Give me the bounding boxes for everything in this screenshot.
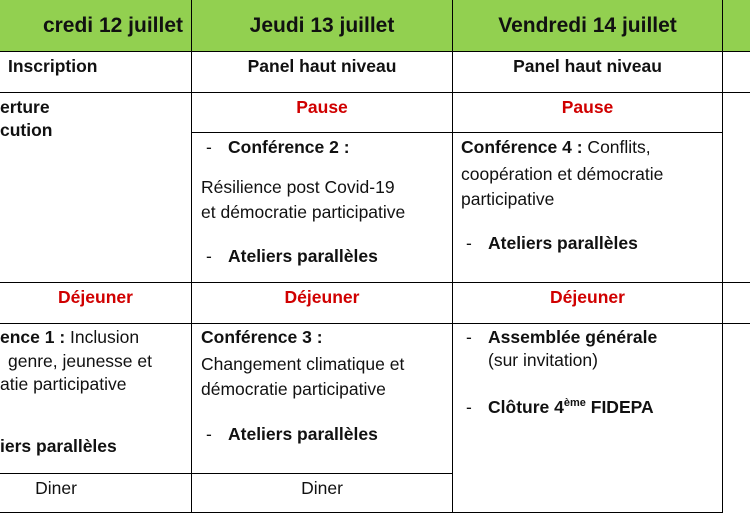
- conference-2-line2: et démocratie participative: [201, 202, 406, 222]
- header-wednesday: credi 12 juillet: [0, 0, 191, 51]
- assembly-invitation: (sur invitation): [488, 350, 598, 370]
- cell-inscription: Inscription: [8, 56, 98, 76]
- bullet-dash: -: [466, 397, 472, 417]
- grid-line-bottom: [0, 512, 723, 513]
- cell-execution: cution: [0, 120, 53, 140]
- grid-line-top: [0, 51, 750, 52]
- cell-dinner-wednesday: Diner: [35, 478, 77, 498]
- conference-1-title: ence 1 : Inclusion: [0, 327, 140, 347]
- grid-line-lunch-top: [0, 282, 750, 283]
- grid-line-panel: [0, 92, 750, 93]
- cell-ouverture: erture: [0, 97, 50, 117]
- cell-panel-thursday: Panel haut niveau: [247, 56, 397, 76]
- cell-lunch-thursday: Déjeuner: [284, 287, 360, 307]
- header-thursday: Jeudi 13 juillet: [192, 0, 452, 51]
- conference-3-title: Conférence 3 :: [201, 327, 323, 347]
- conference-3-line2: démocratie participative: [201, 379, 386, 399]
- conference-4-line3: participative: [461, 189, 555, 209]
- cell-lunch-friday: Déjeuner: [550, 287, 625, 307]
- conference-4-line2: coopération et démocratie: [461, 164, 664, 184]
- grid-line-col3: [722, 0, 723, 513]
- conference-1-line3: atie participative: [0, 374, 127, 394]
- conference-2-title: - Conférence 2 :: [206, 137, 350, 157]
- conference-2-line1: Résilience post Covid-19: [201, 177, 395, 197]
- cell-pause-thursday: Pause: [296, 97, 348, 117]
- bullet-dash: -: [466, 233, 472, 253]
- bullet-dash: -: [206, 137, 212, 157]
- grid-line-dinner-top: [0, 473, 453, 474]
- header-saturday: [723, 0, 750, 51]
- cell-dinner-thursday: Diner: [301, 478, 343, 498]
- bullet-dash: -: [206, 246, 212, 266]
- ateliers-wednesday: iers parallèles: [0, 436, 117, 456]
- conference-3-line1: Changement climatique et: [201, 354, 405, 374]
- cell-panel-friday: Panel haut niveau: [513, 56, 662, 76]
- bullet-dash: -: [466, 327, 472, 347]
- cell-pause-friday: Pause: [561, 97, 614, 117]
- closing-item: - Clôture 4ème FIDEPA: [466, 397, 654, 417]
- conference-4-title: Conférence 4 : Conflits,: [461, 137, 651, 157]
- conference-1-line2: genre, jeunesse et: [8, 351, 152, 371]
- header-friday: Vendredi 14 juillet: [453, 0, 722, 51]
- cell-lunch-wednesday: Déjeuner: [58, 287, 133, 307]
- assembly-item: - Assemblée générale: [466, 327, 658, 347]
- ateliers-friday-morning: - Ateliers parallèles: [466, 233, 638, 253]
- bullet-dash: -: [206, 424, 212, 444]
- grid-line-pause: [191, 132, 723, 133]
- ateliers-thursday-morning: - Ateliers parallèles: [206, 246, 378, 266]
- grid-line-lunch-bottom: [0, 323, 750, 324]
- ateliers-thursday-afternoon: - Ateliers parallèles: [206, 424, 378, 444]
